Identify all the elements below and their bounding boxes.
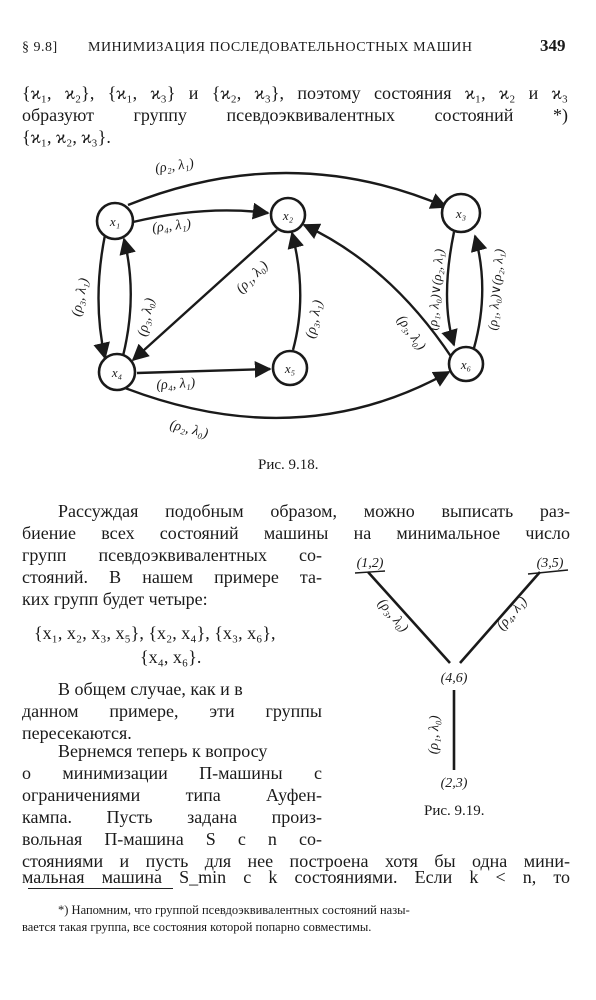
edge-label-x5-x2: (ρ₃, λ₁) (303, 298, 326, 340)
edge-x6-x3 (474, 236, 482, 348)
para3-line-1: Вернемся теперь к вопросу (58, 741, 268, 761)
edge-x3-x6 (447, 232, 454, 345)
edge-label-x1-x3: (ρ₂, λ₁) (154, 156, 195, 177)
figure-9-18 (0, 140, 596, 450)
figure-9-19 (340, 548, 580, 798)
figure-9-18-caption: Рис. 9.18. (258, 457, 319, 473)
edge-x1-x4 (99, 235, 106, 358)
edge-label-x4-x5: (ρ₄, λ₁) (155, 375, 196, 394)
running-title: МИНИМИЗАЦИЯ ПОСЛЕДОВАТЕЛЬНОСТНЫХ МАШИН (88, 40, 473, 55)
edge-label-x4-x6: (ρ₂, λ₀) (168, 417, 210, 442)
para3-line-2: о минимизации П-машины с (22, 763, 322, 783)
node-x4-label: x₄ (111, 365, 123, 380)
edge-x4-x5 (137, 369, 270, 373)
para2-line-1: В общем случае, как и в (58, 679, 243, 699)
node-x1-label: x₁ (109, 214, 121, 229)
edge-label-x6-x3: (ρ₁, λ₀)∨(ρ₂, λ₁) (484, 248, 507, 331)
para1-line-2: биение всех состояний машины на минимальное число (22, 523, 570, 543)
edge-x2-x4 (133, 230, 277, 360)
edge-left (368, 572, 450, 663)
groups-line-2: {x₄, x₆}. (140, 647, 202, 667)
node-bottom: (2,3) (440, 776, 468, 791)
para3-line-4: кампа. Пусть задана произ- (22, 807, 322, 827)
edge-x4-x1 (123, 239, 131, 356)
para3-line-5: вольная П-машина S с n со- (22, 829, 322, 849)
node-x2-label: x₂ (282, 208, 294, 223)
edge-label-x1-x4: (ρ₃, λ₁) (69, 276, 92, 318)
footnote-line-2: вается такая группа, все состояния которой попарно совместимы. (22, 920, 372, 934)
edge-label-x1-x2: (ρ₄, λ₁) (151, 217, 192, 237)
footnote-line-1: *) Напомним, что группой псевдоэквивалентных состояний назы- (58, 903, 410, 917)
section-ref: § 9.8] (22, 40, 58, 55)
edge-x5-x2 (292, 233, 300, 350)
edge-label-x3-x6: (ρ₁, λ₀)∨(ρ₂, λ₁) (424, 248, 447, 331)
page-number: 349 (540, 36, 566, 55)
para1-line-4: стояний. В нашем примере та- (22, 567, 322, 587)
edge-label-down: (ρ₁, λ₀) (426, 715, 443, 755)
edge-label-x4-x1: (ρ₃, λ₀) (135, 296, 158, 338)
groups-line-1: {x₁, x₂, x₃, x₅}, {x₂, x₄}, {x₃, x₆}, (34, 623, 276, 643)
node-x3-label: x₃ (455, 206, 467, 221)
node-x6-label: x₆ (460, 357, 472, 372)
node-top-right: (3,5) (536, 556, 564, 571)
para1-line-5: ких групп будет четыре: (22, 589, 208, 609)
para3-line-6: стояниями и пусть для нее построена хотя бы одна мини- (22, 851, 570, 871)
para3-line-7: мальная машина S_min с k состояниями. Если k < n, то (22, 867, 570, 887)
intro-line-1: {ϰ₁, ϰ₂}, {ϰ₁, ϰ₃} и {ϰ₂, ϰ₃}, поэтому состояния ϰ₁, ϰ₂ и ϰ₃ (22, 83, 568, 103)
para1-line-3: групп псевдоэквивалентных со- (22, 545, 322, 565)
edge-label-x2-x4: (ρ₁, λ₀) (233, 258, 272, 297)
para2-line-2: данном примере, эти группы (22, 701, 322, 721)
intro-line-2: образуют группу псевдоэквивалентных состояний *) (22, 105, 568, 125)
node-top-left: (1,2) (356, 556, 384, 571)
para3-line-3: ограничениями типа Ауфен- (22, 785, 322, 805)
edge-label-right: (ρ₄, λ₁) (494, 594, 531, 634)
node-x5-label: x₅ (284, 361, 296, 376)
intro-line-3: {ϰ₁, ϰ₂, ϰ₃}. (22, 127, 111, 147)
footnote-rule (28, 888, 173, 889)
edge-label-x6-x2: (ρ₃, λ₀) (393, 312, 429, 354)
para1-line-1: Рассуждая подобным образом, можно выписать раз- (58, 501, 570, 521)
figure-9-19-caption: Рис. 9.19. (424, 803, 485, 819)
node-center: (4,6) (440, 671, 468, 686)
edge-label-left: (ρ₃, λ₀) (374, 596, 411, 636)
underline-top-left (355, 571, 385, 573)
para2-line-3: пересекаются. (22, 723, 132, 743)
